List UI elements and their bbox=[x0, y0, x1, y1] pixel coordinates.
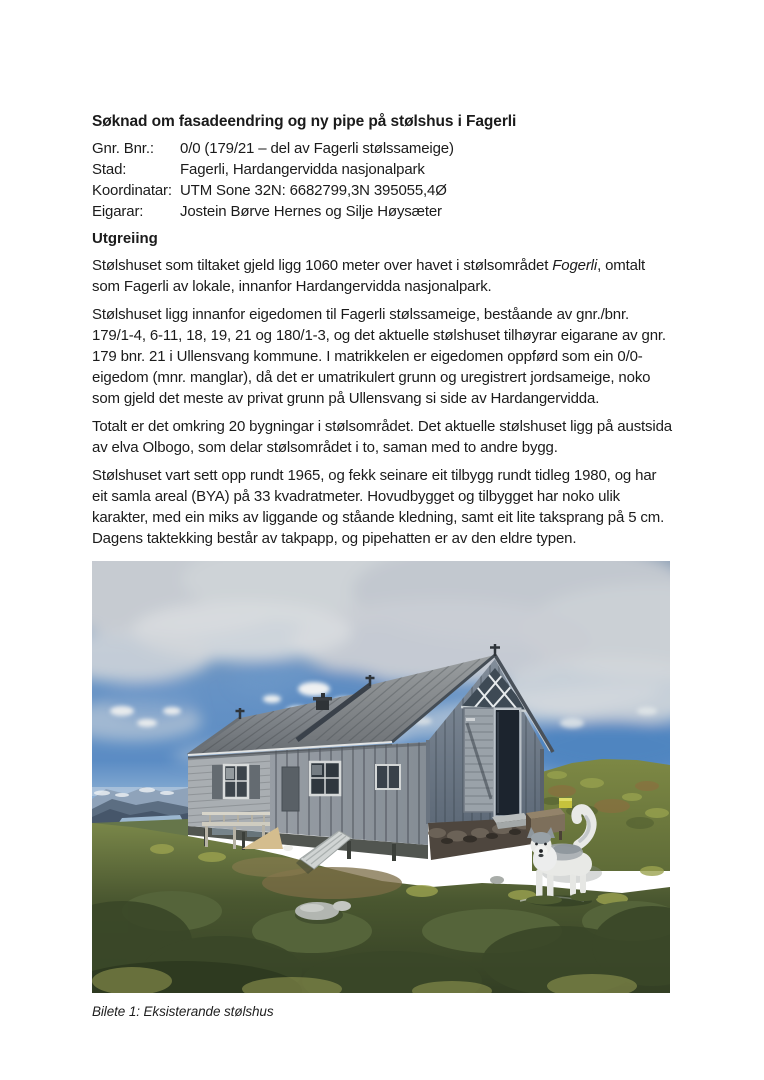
paragraph-1-italic: Fogerli bbox=[552, 257, 598, 274]
paragraph-1-before: Stølshuset som tiltaket gjeld ligg 1060 meter over havet i stølsområdet bbox=[92, 257, 553, 274]
paragraph-1 bbox=[92, 255, 674, 297]
info-label-gnr-bnr: Gnr. Bnr.: bbox=[92, 140, 154, 157]
info-table bbox=[92, 138, 674, 222]
document-content bbox=[92, 111, 674, 1020]
window-middle bbox=[310, 762, 340, 795]
info-value-eigarar: Jostein Børve Hernes og Silje Høysæter bbox=[180, 203, 442, 220]
info-label-koordinatar: Koordinatar: bbox=[92, 182, 172, 199]
info-label-eigarar: Eigarar: bbox=[92, 203, 144, 220]
gable-plank-door bbox=[464, 708, 494, 812]
section-heading-utgreiing: Utgreiing bbox=[92, 230, 158, 247]
dark-shutter-panel bbox=[282, 767, 299, 811]
paragraph-4: Stølshuset vart sett opp rundt 1965, og fekk seinare eit tilbygg rundt tidleg 1980, og har eit samla areal (BYA) på 33 kvadratmeter. Hovudbygget og tilbygget har noko ulik karakter, med ein miks av liggande og ståande kledning, samt eit lite taksprang på 5 cm. Dagens taktekking består av takpapp, og pipehatten er av den eldre typen. bbox=[92, 467, 665, 547]
info-value-gnr-bnr: 0/0 (179/21 – del av Fagerli stølssameige) bbox=[180, 140, 454, 157]
page-title: Søknad om fasadeendring og ny pipe på stølshus i Fagerli bbox=[92, 113, 517, 130]
gable-doorway-open bbox=[495, 709, 521, 817]
yellow-box bbox=[559, 798, 572, 808]
paragraph-1-after: , omtalt som Fagerli av lokale, innanfor Hardangervidda nasjonalpark. bbox=[92, 257, 646, 295]
info-value-stad: Fagerli, Hardangervidda nasjonalpark bbox=[180, 161, 425, 178]
paragraph-3: Totalt er det omkring 20 bygningar i stølsområdet. Det aktuelle stølshuset ligg på austsida av elva Olbogo, som delar stølsområdet i to, saman med to andre bygg. bbox=[92, 418, 672, 456]
window-small-double bbox=[376, 765, 400, 789]
info-value-koordinatar: UTM Sone 32N: 6682799,3N 395055,4Ø bbox=[180, 182, 447, 199]
cabin-photo bbox=[92, 561, 670, 993]
paragraph-2: Stølshuset ligg innanfor eigedomen til Fagerli stølssameige, beståande av gnr./bnr. 179/1-4, 6-11, 18, 19, 21 og 180/1-3, og det aktuelle stølshuset tilhøyrar eigarane av gnr. 179 bnr. 21 i Ullensvang kommune. I matrikkelen er eigedomen oppførd som ein 0/0-eigedom (mnr. manglar), då det er umatrikulert grunn og uregistrert jordsameige, noko som gjeld det meste av privat grunn på Ullensvang si side av Hardangervidda. bbox=[92, 306, 666, 407]
window-shuttered bbox=[212, 765, 260, 799]
figure-caption: Bilete 1: Eksisterande stølshus bbox=[92, 1004, 274, 1019]
info-label-stad: Stad: bbox=[92, 161, 127, 178]
